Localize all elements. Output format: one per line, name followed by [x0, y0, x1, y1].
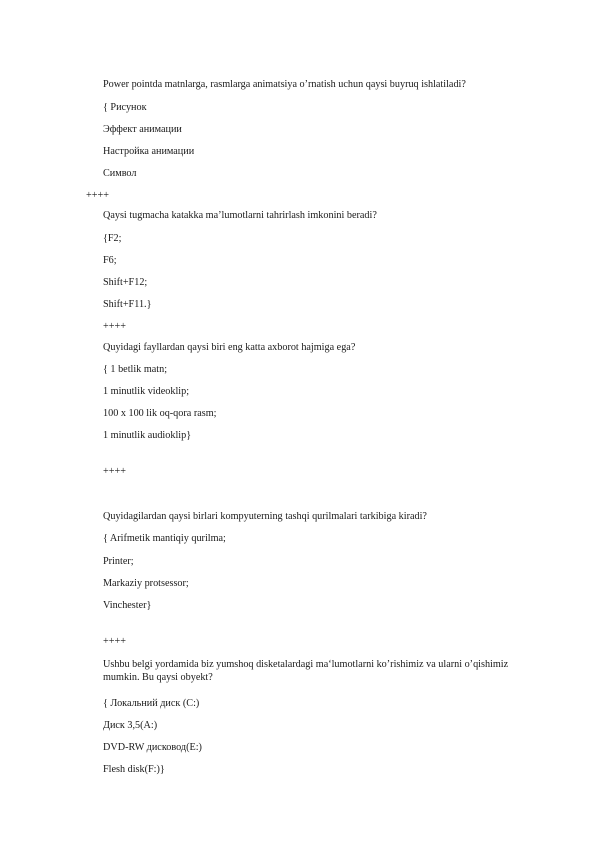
question-1: Power pointda matnlarga, rasmlarga animatsiya o’rnatish uchun qaysi buyruq ishlatiladi?: [103, 79, 466, 90]
question-3-option-2: 1 minutlik videoklip;: [103, 386, 190, 397]
question-5-option-1: { Локальний диск (C:): [103, 698, 200, 709]
question-1-option-1: { Рисунок: [103, 102, 147, 113]
question-3-option-3: 100 x 100 lik oq-qora rasm;: [103, 408, 217, 419]
question-2-option-1: {F2;: [103, 233, 122, 244]
question-5: Ushbu belgi yordamida biz yumshoq disketalardagi ma‘lumotlarni ko’rishimiz va ularni o’qishimiz mumkin. Bu qaysi obyekt?: [103, 659, 509, 683]
question-2: Qaysi tugmacha katakka ma’lumotlarni tahrirlash imkonini beradi?: [103, 210, 377, 221]
question-2-option-3: Shift+F12;: [103, 277, 148, 288]
question-1-option-4: Символ: [103, 168, 137, 179]
question-3-option-4: 1 minutlik audioklip}: [103, 430, 192, 441]
question-2-option-2: F6;: [103, 255, 117, 266]
separator-4: ++++: [103, 636, 126, 647]
question-4-option-2: Printer;: [103, 556, 134, 567]
question-4-option-3: Markaziy protsessor;: [103, 578, 189, 589]
separator-3: ++++: [103, 466, 126, 477]
question-5-option-4: Flesh disk(F:)}: [103, 764, 165, 775]
question-3: Quyidagi fayllardan qaysi biri eng katta axborot hajmiga ega?: [103, 342, 356, 353]
separator-1: ++++: [86, 190, 109, 201]
separator-2: ++++: [103, 321, 126, 332]
question-2-option-4: Shift+F11.}: [103, 299, 152, 310]
question-1-option-3: Настройка анимации: [103, 146, 195, 157]
question-3-option-1: { 1 betlik matn;: [103, 364, 168, 375]
question-4: Quyidagilardan qaysi birlari kompyuterning tashqi qurilmalari tarkibiga kiradi?: [103, 511, 427, 522]
question-1-option-2: Эффект анимации: [103, 124, 182, 135]
question-4-option-1: { Arifmetik mantiqiy qurilma;: [103, 533, 226, 544]
question-4-option-4: Vinchester}: [103, 600, 152, 611]
question-5-option-2: Диск 3,5(A:): [103, 720, 158, 731]
question-5-option-3: DVD-RW дисковод(E:): [103, 742, 202, 753]
